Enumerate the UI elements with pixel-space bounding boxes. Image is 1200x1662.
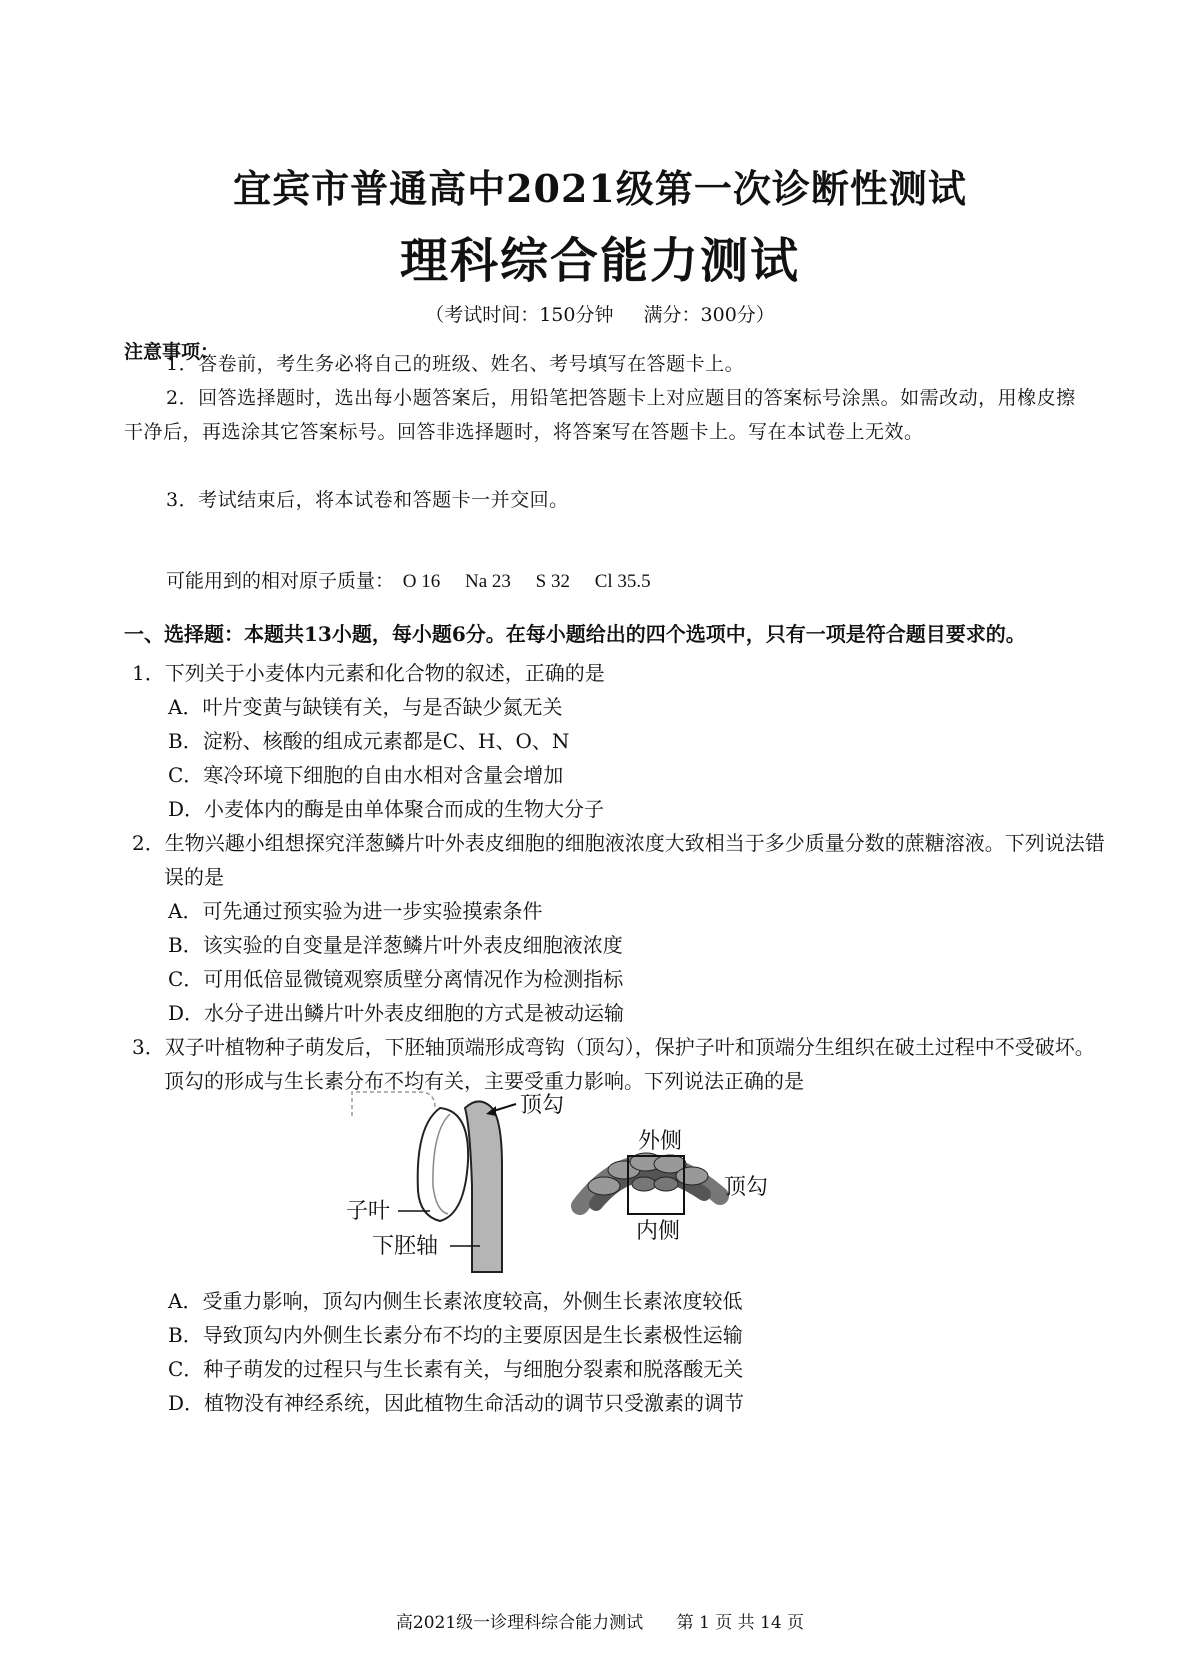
footer-course: 高2021级一诊理科综合能力测试	[395, 1613, 644, 1633]
question-2-stem: 2．生物兴趣小组想探究洋葱鳞片叶外表皮细胞的细胞液浓度大致相当于多少质量分数的蔗糖溶液。下列说法错误的是	[132, 831, 1105, 889]
question-2-option-d: D．水分子进出鳞片叶外表皮细胞的方式是被动运输	[168, 1001, 625, 1025]
label-hook: 顶勾	[520, 1093, 565, 1118]
cell-7	[654, 1177, 678, 1191]
atomic-mass-cl: Cl 35.5	[594, 571, 651, 592]
exam-info	[0, 300, 1200, 327]
question-1-option-d: D．小麦体内的酶是由单体聚合而成的生物大分子	[168, 797, 605, 821]
page-footer	[0, 1608, 1200, 1633]
question-3-stem: 3．双子叶植物种子萌发后，下胚轴顶端形成弯钩（顶勾），保护子叶和顶端分生组织在破土过程中不受破坏。顶勾的形成与生长素分布不均有关，主要受重力影响。下列说法正确的是	[132, 1035, 1095, 1093]
soil-outline	[352, 1092, 435, 1116]
question-3-option-d: D．植物没有神经系统，因此植物生命活动的调节只受激素的调节	[168, 1391, 745, 1415]
question-2-option-a: A．可先通过预实验为进一步实验摸索条件	[168, 899, 543, 923]
exam-time: （考试时间：150分钟	[425, 304, 614, 326]
atomic-mass-na: Na 23	[465, 571, 511, 592]
footer-page-number: 第 1 页 共 14 页	[676, 1613, 805, 1633]
exam-title-line1: 宜宾市普通高中2021级第一次诊断性测试	[233, 166, 967, 211]
label-outer: 外侧	[638, 1129, 683, 1154]
notice-item-3: 3．考试结束后，将本试卷和答题卡一并交回。	[166, 489, 569, 511]
question-3-option-a: A．受重力影响，顶勾内侧生长素浓度较高，外侧生长素浓度较低	[168, 1289, 743, 1313]
atomic-mass-label: 可能用到的相对原子质量：	[166, 571, 395, 592]
notice-heading: 注意事项：	[124, 341, 220, 363]
cell-1	[588, 1177, 620, 1195]
atomic-mass-o: O 16	[402, 571, 441, 592]
question-3-option-c: C．种子萌发的过程只与生长素有关，与细胞分裂素和脱落酸无关	[168, 1357, 744, 1381]
label-hypocotyl: 下胚轴	[372, 1234, 439, 1259]
question-1-option-c: C．寒冷环境下细胞的自由水相对含量会增加	[168, 763, 564, 787]
cell-5	[676, 1167, 708, 1185]
label-cotyledon: 子叶	[346, 1199, 391, 1224]
section-heading: 一、选择题：本题共13小题，每小题6分。在每小题给出的四个选项中，只有一项是符合题目要求的。	[124, 622, 1026, 646]
question-3-option-b: B．导致顶勾内外侧生长素分布不均的主要原因是生长素极性运输	[168, 1323, 743, 1347]
full-score: 满分：300分）	[643, 304, 775, 326]
label-hook-arch: 顶勾	[724, 1175, 769, 1200]
question-2-option-b: B．该实验的自变量是洋葱鳞片叶外表皮细胞液浓度	[168, 933, 623, 957]
question-1-option-a: A．叶片变黄与缺镁有关，与是否缺少氮无关	[168, 695, 563, 719]
atomic-mass-line	[166, 566, 671, 593]
question-1-stem: 1．下列关于小麦体内元素和化合物的叙述，正确的是	[132, 661, 605, 685]
cell-6	[632, 1177, 656, 1191]
atomic-mass-s: S 32	[535, 571, 570, 592]
cell-arch-diagram	[580, 1129, 768, 1244]
notice-item-1: 1．答卷前，考生务必将自己的班级、姓名、考号填写在答题卡上。	[166, 353, 745, 375]
exam-title-line2: 理科综合能力测试	[399, 233, 800, 289]
label-inner: 内侧	[636, 1219, 681, 1244]
seedling-hook-figure	[340, 1086, 800, 1282]
question-2-option-c: C．可用低倍显微镜观察质壁分离情况作为检测指标	[168, 967, 624, 991]
question-1-option-b: B．淀粉、核酸的组成元素都是C、H、O、N	[168, 729, 570, 753]
notice-item-2: 2．回答选择题时，选出每小题答案后，用铅笔把答题卡上对应题目的答案标号涂黑。如需改动，用橡皮擦干净后，再选涂其它答案标号。回答非选择题时，将答案写在答题卡上。写在本试卷上无效。	[124, 387, 1076, 443]
